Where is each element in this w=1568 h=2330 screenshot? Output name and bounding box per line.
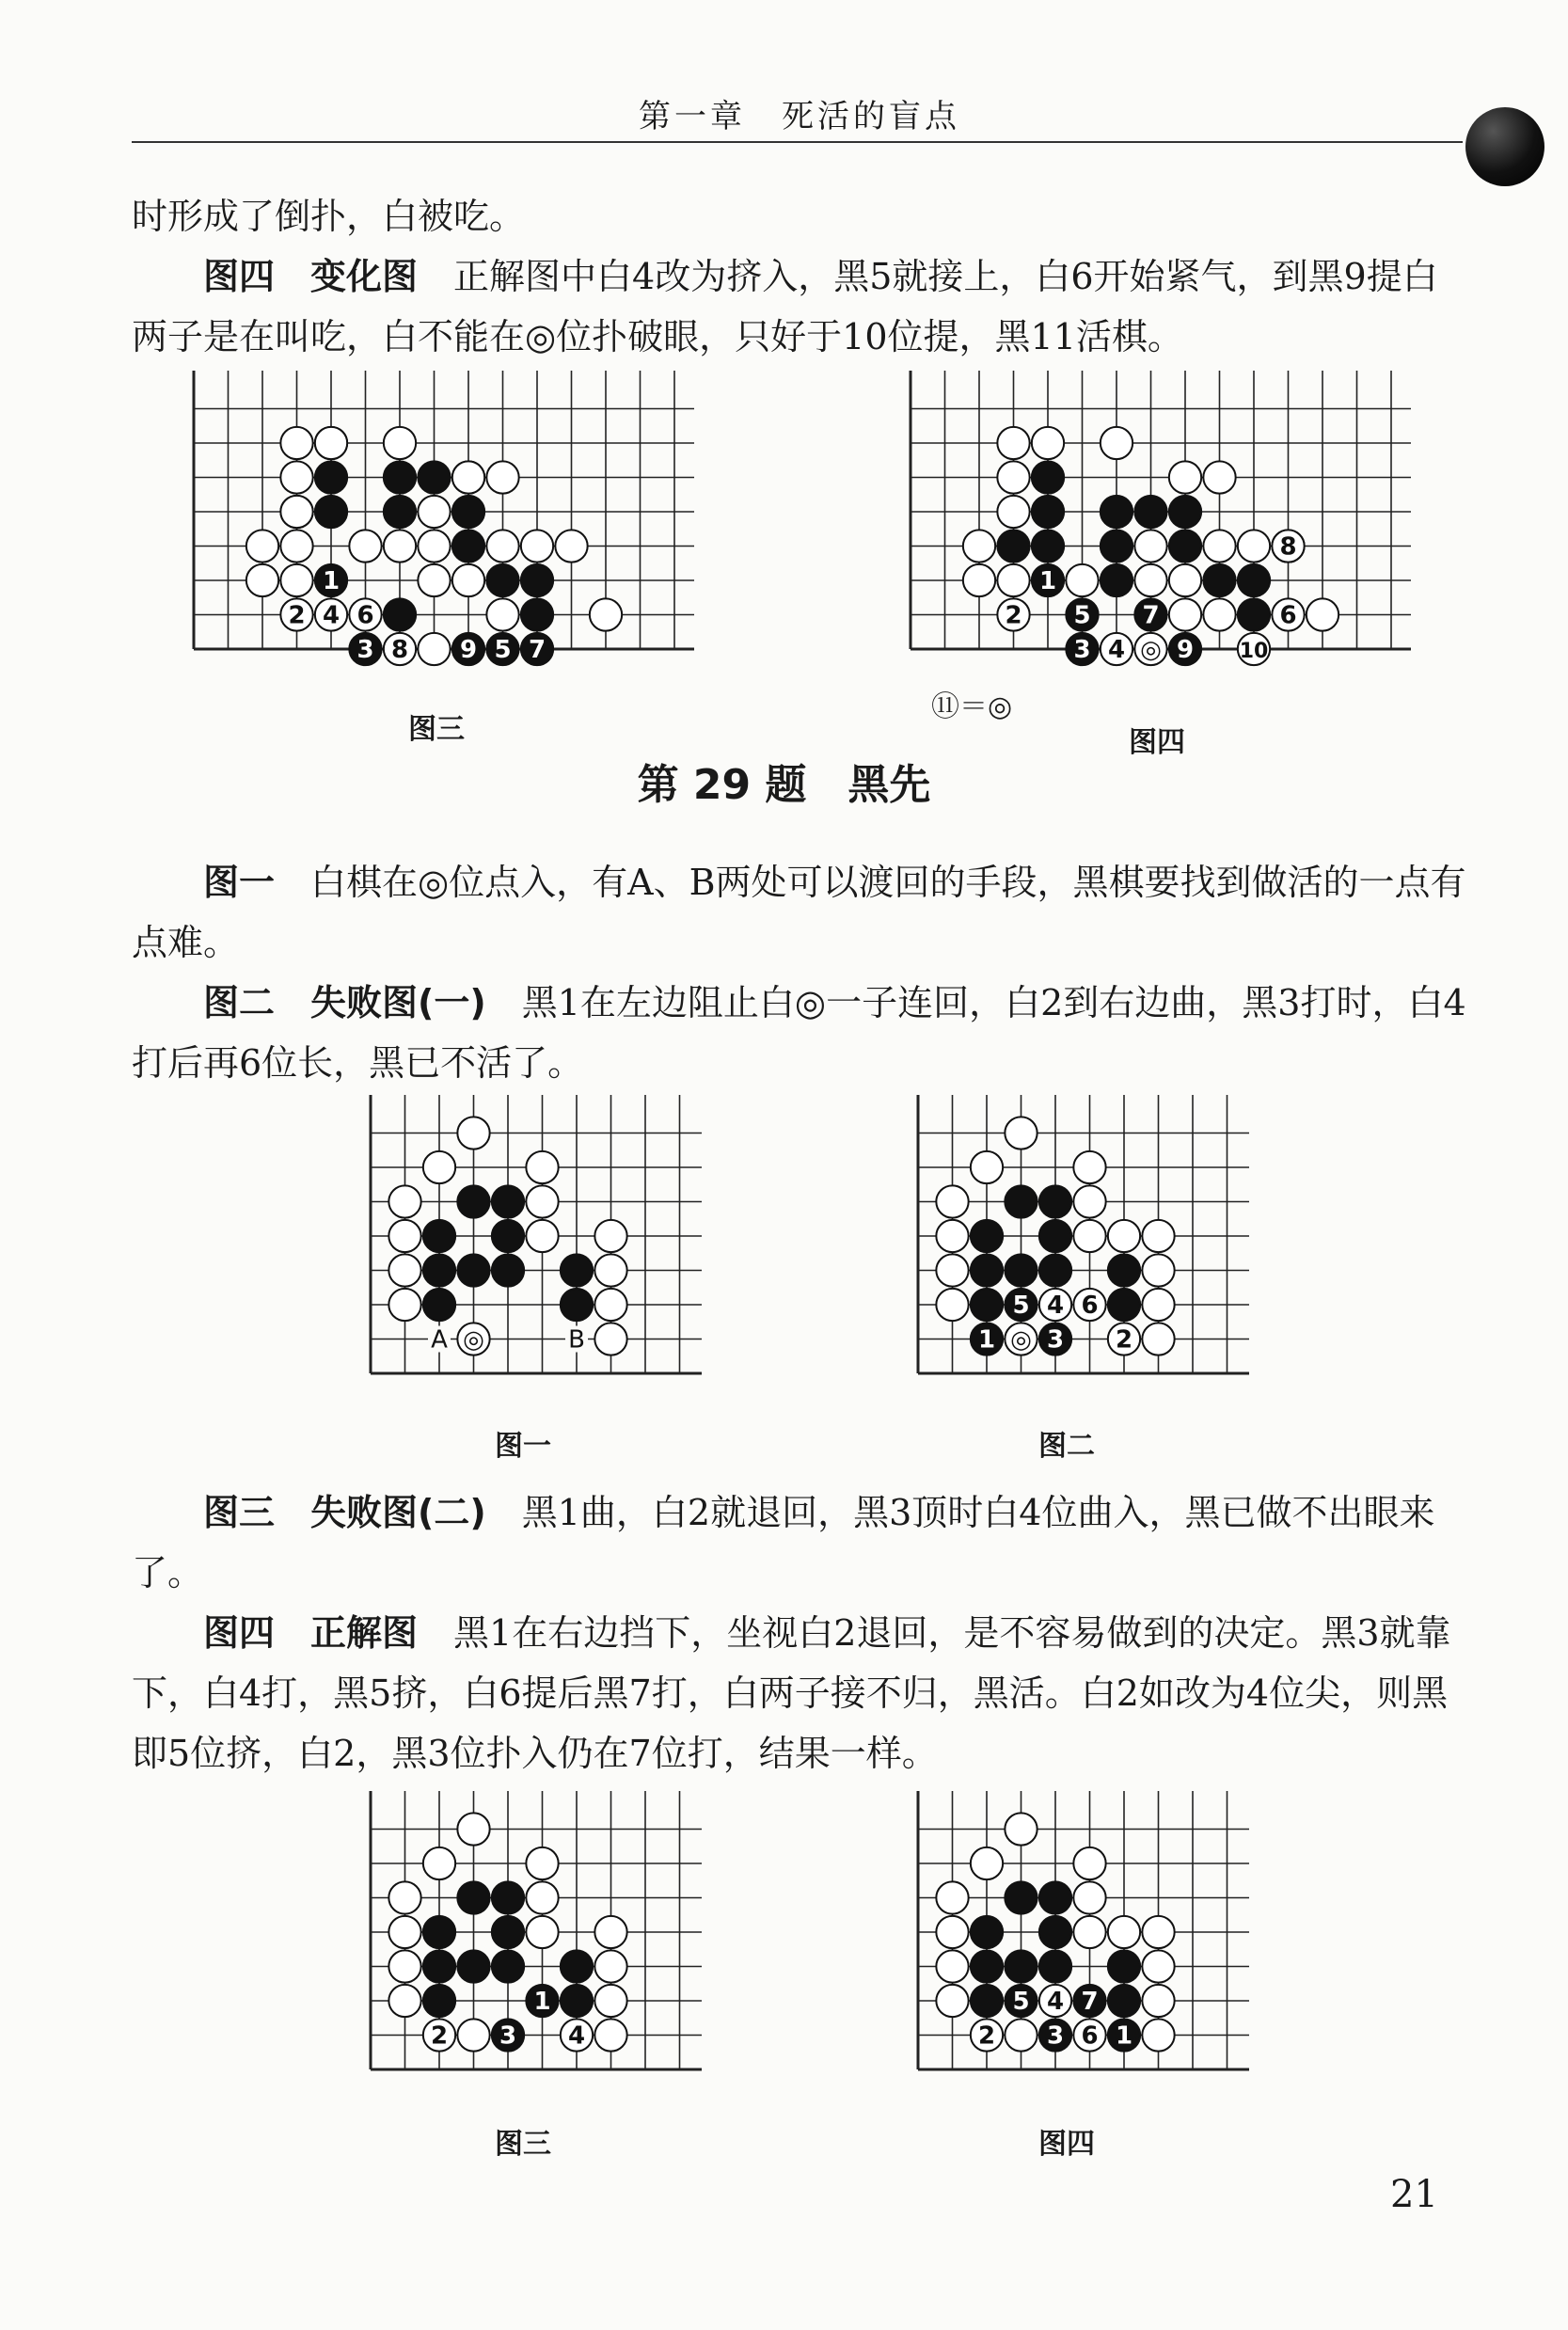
black-stone: [971, 1916, 1003, 1948]
numbered-black-stone: [486, 633, 518, 665]
black-stone: [1101, 530, 1132, 562]
black-stone: [1005, 1254, 1037, 1286]
white-stone: [936, 1950, 968, 1982]
move-number-label: 6: [1081, 2021, 1099, 2051]
white-stone: [452, 461, 484, 493]
white-stone: [963, 564, 995, 596]
numbered-white-stone: [1272, 530, 1304, 562]
white-stone: [936, 1916, 968, 1948]
move-number-label: 8: [1279, 532, 1297, 562]
black-stone: [1039, 1881, 1071, 1913]
point-letter-label: B: [568, 1325, 585, 1355]
black-stone: [561, 1950, 593, 1982]
white-stone: [526, 1881, 558, 1913]
numbered-white-stone: [1142, 1323, 1174, 1355]
white-stone: [388, 1220, 420, 1252]
black-stone: [423, 1916, 455, 1948]
numbered-black-stone: [971, 1289, 1003, 1321]
white-stone: [315, 427, 347, 459]
move-number-label: 4: [322, 601, 341, 630]
numbered-black-stone: [1039, 2019, 1071, 2051]
section-title: 第 29 题 黑先: [637, 761, 931, 809]
white-stone: [280, 461, 312, 493]
numbered-white-stone: [384, 633, 416, 665]
white-stone: [1142, 1916, 1174, 1948]
white-stone: [1142, 1254, 1174, 1286]
white-stone: [1203, 598, 1235, 630]
white-stone: [971, 1847, 1003, 1879]
paragraph-2-text: 正解图中白4改为挤入，黑5就接上，白6开始紧气，到黑9提白两子是在叫吃，白不能在◎位扑破眼，只好于10位提，黑11活棋。: [132, 256, 1438, 357]
white-stone: [452, 564, 484, 596]
white-stone: [526, 1185, 558, 1217]
corner-dot-icon: [1465, 107, 1544, 186]
black-stone: [423, 1289, 455, 1321]
move-number-label: ◎: [463, 1325, 484, 1355]
white-stone: [1005, 1117, 1037, 1149]
white-stone: [418, 564, 450, 596]
move-number-label: 10: [1239, 640, 1269, 663]
white-stone: [486, 461, 518, 493]
numbered-white-stone: [1134, 633, 1166, 665]
numbered-white-stone: [1073, 2019, 1105, 2051]
black-stone: [1005, 1881, 1037, 1913]
white-stone: [936, 1289, 968, 1321]
numbered-white-stone: [457, 1323, 489, 1355]
white-stone: [1142, 1950, 1174, 1982]
white-stone: [280, 564, 312, 596]
header-rule: [132, 141, 1463, 143]
numbered-white-stone: [561, 2019, 593, 2051]
move-number-label: 7: [1081, 1988, 1099, 2016]
move-number-label: 2: [430, 2021, 449, 2051]
numbered-black-stone: [1108, 2019, 1140, 2051]
white-stone: [423, 1151, 455, 1183]
move-number-label: 5: [1012, 1292, 1030, 1320]
white-stone: [388, 1916, 420, 1948]
black-stone: [457, 1254, 489, 1286]
white-stone: [1073, 1916, 1105, 1948]
numbered-white-stone: [594, 2019, 626, 2051]
paragraph-3-lead: 图一: [203, 862, 276, 903]
caption-bot-fig3: 图三: [495, 2128, 551, 2161]
move-number-label: 5: [1012, 1988, 1030, 2016]
paragraph-6: [132, 1603, 1467, 1783]
go-board-bot-right: [912, 1787, 1251, 2088]
move-number-label: 5: [494, 636, 512, 664]
white-stone: [1108, 1916, 1140, 1948]
numbered-white-stone: [1005, 2019, 1037, 2051]
black-stone: [1169, 530, 1201, 562]
move-number-label: 3: [1046, 2021, 1065, 2051]
black-stone: [1005, 1950, 1037, 1982]
caption-bot-fig4: 图四: [1038, 2128, 1095, 2161]
white-stone: [997, 427, 1029, 459]
white-stone: [997, 496, 1029, 528]
black-stone: [1039, 1254, 1071, 1286]
white-stone: [1101, 427, 1132, 459]
white-stone: [1169, 564, 1201, 596]
paragraph-3-text: 白棋在◎位点入，有A、B两处可以渡回的手段，黑棋要找到做活的一点有点难。: [132, 862, 1466, 963]
numbered-black-stone: [315, 564, 347, 596]
white-stone: [418, 530, 450, 562]
white-stone: [963, 530, 995, 562]
numbered-black-stone: [349, 633, 381, 665]
white-stone: [526, 1847, 558, 1879]
numbered-black-stone: [1039, 1323, 1071, 1355]
numbered-white-stone: [1039, 1289, 1071, 1321]
numbered-white-stone: [280, 598, 312, 630]
move-number-label: 2: [977, 2021, 996, 2051]
black-stone: [1032, 461, 1064, 493]
white-stone: [1203, 530, 1235, 562]
white-stone: [526, 1220, 558, 1252]
black-stone: [315, 496, 347, 528]
white-stone: [936, 1220, 968, 1252]
white-stone: [457, 1813, 489, 1845]
white-stone: [590, 598, 622, 630]
numbered-white-stone: [1073, 1289, 1105, 1321]
numbered-white-stone: [1272, 598, 1304, 630]
white-stone: [457, 1117, 489, 1149]
move-number-label: ◎: [1010, 1325, 1032, 1355]
numbered-black-stone: [1005, 1289, 1037, 1321]
move-number-label: 4: [1046, 1292, 1065, 1320]
paragraph-4: [132, 973, 1467, 1093]
black-stone: [423, 1985, 455, 2017]
numbered-white-stone: [418, 633, 450, 665]
white-stone: [594, 1220, 626, 1252]
numbered-white-stone: [349, 598, 381, 630]
move-number-label: 1: [1115, 2021, 1133, 2051]
move-number-label: 4: [1046, 1988, 1065, 2016]
white-stone: [936, 1985, 968, 2017]
numbered-black-stone: [526, 1985, 558, 2017]
move-number-label: 7: [1142, 601, 1160, 630]
black-stone: [561, 1254, 593, 1286]
black-stone: [1108, 1985, 1140, 2017]
black-stone: [492, 1220, 524, 1252]
move-number-label: 3: [499, 2021, 517, 2051]
numbered-black-stone: [521, 633, 553, 665]
go-board-bot-left: [365, 1787, 704, 2088]
go-board-top-right: [905, 367, 1413, 668]
numbered-white-stone: [1005, 1323, 1037, 1355]
white-stone: [1032, 427, 1064, 459]
black-stone: [1039, 1220, 1071, 1252]
black-stone: [1134, 496, 1166, 528]
paragraph-2-lead: 图四 变化图: [203, 256, 419, 297]
move-number-label: 1: [533, 1988, 551, 2016]
black-stone: [315, 461, 347, 493]
black-stone: [418, 461, 450, 493]
numbered-white-stone: [594, 1323, 626, 1355]
black-stone: [423, 1254, 455, 1286]
white-stone: [1134, 564, 1166, 596]
numbered-black-stone: [452, 633, 484, 665]
black-stone: [1108, 1950, 1140, 1982]
numbered-white-stone: [971, 2019, 1003, 2051]
point-letter-label: A: [431, 1325, 448, 1355]
black-stone: [486, 564, 518, 596]
move-number-label: 2: [1005, 601, 1022, 630]
white-stone: [594, 1916, 626, 1948]
numbered-black-stone: [1066, 598, 1098, 630]
black-stone: [1238, 598, 1270, 630]
move-number-label: 6: [356, 601, 374, 630]
white-stone: [423, 1847, 455, 1879]
white-stone: [936, 1881, 968, 1913]
numbered-black-stone: [971, 1985, 1003, 2017]
move-number-label: 4: [567, 2021, 586, 2051]
move-number-label: 9: [1176, 636, 1195, 664]
white-stone: [349, 530, 381, 562]
numbered-white-stone: [997, 598, 1029, 630]
black-stone: [971, 1950, 1003, 1982]
black-stone: [1203, 564, 1235, 596]
white-stone: [1142, 1985, 1174, 2017]
white-stone: [997, 461, 1029, 493]
go-board-top-left: [188, 367, 696, 668]
white-stone: [526, 1151, 558, 1183]
go-board-mid-right: [912, 1091, 1251, 1392]
white-stone: [384, 530, 416, 562]
white-stone: [280, 496, 312, 528]
caption-top-fig3: 图三: [408, 713, 465, 746]
white-stone: [486, 598, 518, 630]
black-stone: [457, 1185, 489, 1217]
numbered-white-stone: [1142, 2019, 1174, 2051]
white-stone: [388, 1881, 420, 1913]
move-number-label: 5: [1073, 601, 1091, 630]
fig4-note: ⑪＝◎: [931, 690, 1013, 723]
white-stone: [1134, 530, 1166, 562]
black-stone: [1032, 530, 1064, 562]
move-number-label: 7: [528, 636, 546, 664]
numbered-black-stone: [1073, 1985, 1105, 2017]
numbered-white-stone: [1108, 1323, 1140, 1355]
black-stone: [452, 496, 484, 528]
move-number-label: 3: [1046, 1325, 1065, 1355]
black-stone: [521, 598, 553, 630]
white-stone: [1073, 1847, 1105, 1879]
paragraph-2: [132, 246, 1467, 367]
black-stone: [384, 496, 416, 528]
black-stone: [492, 1916, 524, 1948]
white-stone: [1169, 461, 1201, 493]
white-stone: [1073, 1151, 1105, 1183]
move-number-label: 9: [459, 636, 478, 664]
black-stone: [492, 1881, 524, 1913]
numbered-white-stone: [423, 2019, 455, 2051]
black-stone: [1108, 1254, 1140, 1286]
white-stone: [1005, 1813, 1037, 1845]
black-stone: [1039, 1916, 1071, 1948]
white-stone: [594, 1289, 626, 1321]
numbered-black-stone: [492, 2019, 524, 2051]
black-stone: [1101, 496, 1132, 528]
white-stone: [521, 530, 553, 562]
move-number-label: 3: [1073, 636, 1091, 664]
paragraph-4-lead: 图二 失败图(一): [203, 982, 486, 1023]
white-stone: [1203, 461, 1235, 493]
paragraph-6-text: 黑1在右边挡下，坐视白2退回，是不容易做到的决定。黑3就靠下，白4打，黑5挤，白6提后黑7打，白两子接不归，黑活。白2如改为4位尖，则黑即5位挤，白2，黑3位扑入仍在7位打，结果一样。: [132, 1612, 1451, 1774]
move-number-label: 2: [1115, 1325, 1133, 1355]
black-stone: [452, 530, 484, 562]
white-stone: [1307, 598, 1338, 630]
move-number-label: 8: [390, 636, 409, 664]
white-stone: [1073, 1881, 1105, 1913]
white-stone: [388, 1289, 420, 1321]
black-stone: [457, 1950, 489, 1982]
white-stone: [280, 530, 312, 562]
black-stone: [384, 598, 416, 630]
black-stone: [521, 564, 553, 596]
white-stone: [384, 427, 416, 459]
numbered-black-stone: [1169, 633, 1201, 665]
paragraph-3: [132, 852, 1467, 973]
move-number-label: 1: [1038, 567, 1057, 595]
numbered-white-stone: [457, 2019, 489, 2051]
black-stone: [1101, 564, 1132, 596]
black-stone: [423, 1950, 455, 1982]
black-stone: [492, 1185, 524, 1217]
numbered-white-stone: [1101, 633, 1132, 665]
black-stone: [1005, 1185, 1037, 1217]
caption-mid-fig1: 图一: [495, 1430, 551, 1463]
numbered-black-stone: [1005, 1985, 1037, 2017]
numbered-white-stone: [1169, 598, 1201, 630]
white-stone: [526, 1916, 558, 1948]
black-stone: [492, 1950, 524, 1982]
paragraph-4-text: 黑1在左边阻止白◎一子连回，白2到右边曲，黑3打时，白4打后再6位长，黑已不活了。: [132, 982, 1466, 1084]
black-stone: [1238, 564, 1270, 596]
white-stone: [1142, 1220, 1174, 1252]
numbered-white-stone: [315, 598, 347, 630]
white-stone: [1142, 1289, 1174, 1321]
white-stone: [246, 564, 278, 596]
paragraph-5: [132, 1482, 1467, 1603]
white-stone: [555, 530, 587, 562]
black-stone: [971, 1220, 1003, 1252]
black-stone: [384, 461, 416, 493]
black-stone: [1039, 1950, 1071, 1982]
black-stone: [561, 1985, 593, 2017]
caption-mid-fig2: 图二: [1038, 1430, 1095, 1463]
go-board-mid-left: [365, 1091, 704, 1392]
black-stone: [1032, 496, 1064, 528]
white-stone: [1066, 564, 1098, 596]
white-stone: [388, 1254, 420, 1286]
running-header: 第一章 死活的盲点: [639, 98, 960, 135]
black-stone: [997, 530, 1029, 562]
white-stone: [936, 1254, 968, 1286]
white-stone: [418, 496, 450, 528]
move-number-label: 6: [1081, 1292, 1099, 1320]
black-stone: [457, 1881, 489, 1913]
white-stone: [594, 1985, 626, 2017]
page-number: 21: [1390, 2173, 1438, 2216]
numbered-white-stone: [1039, 1985, 1071, 2017]
white-stone: [971, 1151, 1003, 1183]
paragraph-5-text: 黑1曲，白2就退回，黑3顶时白4位曲入，黑已做不出眼来了。: [132, 1492, 1435, 1593]
move-number-label: ◎: [1140, 636, 1162, 664]
white-stone: [1073, 1185, 1105, 1217]
white-stone: [1108, 1220, 1140, 1252]
paragraph-6-lead: 图四 正解图: [203, 1612, 419, 1654]
white-stone: [246, 530, 278, 562]
white-stone: [594, 1950, 626, 1982]
caption-top-fig4: 图四: [1129, 726, 1185, 759]
move-number-label: 3: [356, 636, 374, 664]
numbered-black-stone: [1134, 598, 1166, 630]
white-stone: [388, 1950, 420, 1982]
move-number-label: 1: [977, 1325, 996, 1355]
move-number-label: 1: [322, 567, 341, 595]
numbered-black-stone: [1032, 564, 1064, 596]
white-stone: [997, 564, 1029, 596]
white-stone: [388, 1985, 420, 2017]
black-stone: [1169, 496, 1201, 528]
numbered-black-stone: [1066, 633, 1098, 665]
paragraph-1: 时形成了倒扑，白被吃。: [132, 196, 526, 237]
move-number-label: 6: [1279, 601, 1297, 630]
black-stone: [561, 1289, 593, 1321]
black-stone: [971, 1254, 1003, 1286]
numbered-white-stone: [1238, 633, 1270, 665]
numbered-black-stone: [971, 1323, 1003, 1355]
white-stone: [936, 1185, 968, 1217]
white-stone: [1073, 1220, 1105, 1252]
black-stone: [492, 1254, 524, 1286]
white-stone: [594, 1254, 626, 1286]
move-number-label: 2: [288, 601, 306, 630]
paragraph-5-lead: 图三 失败图(二): [203, 1492, 486, 1533]
black-stone: [423, 1220, 455, 1252]
white-stone: [280, 427, 312, 459]
black-stone: [1108, 1289, 1140, 1321]
black-stone: [1039, 1185, 1071, 1217]
white-stone: [1238, 530, 1270, 562]
white-stone: [486, 530, 518, 562]
white-stone: [388, 1185, 420, 1217]
move-number-label: 4: [1107, 636, 1126, 664]
